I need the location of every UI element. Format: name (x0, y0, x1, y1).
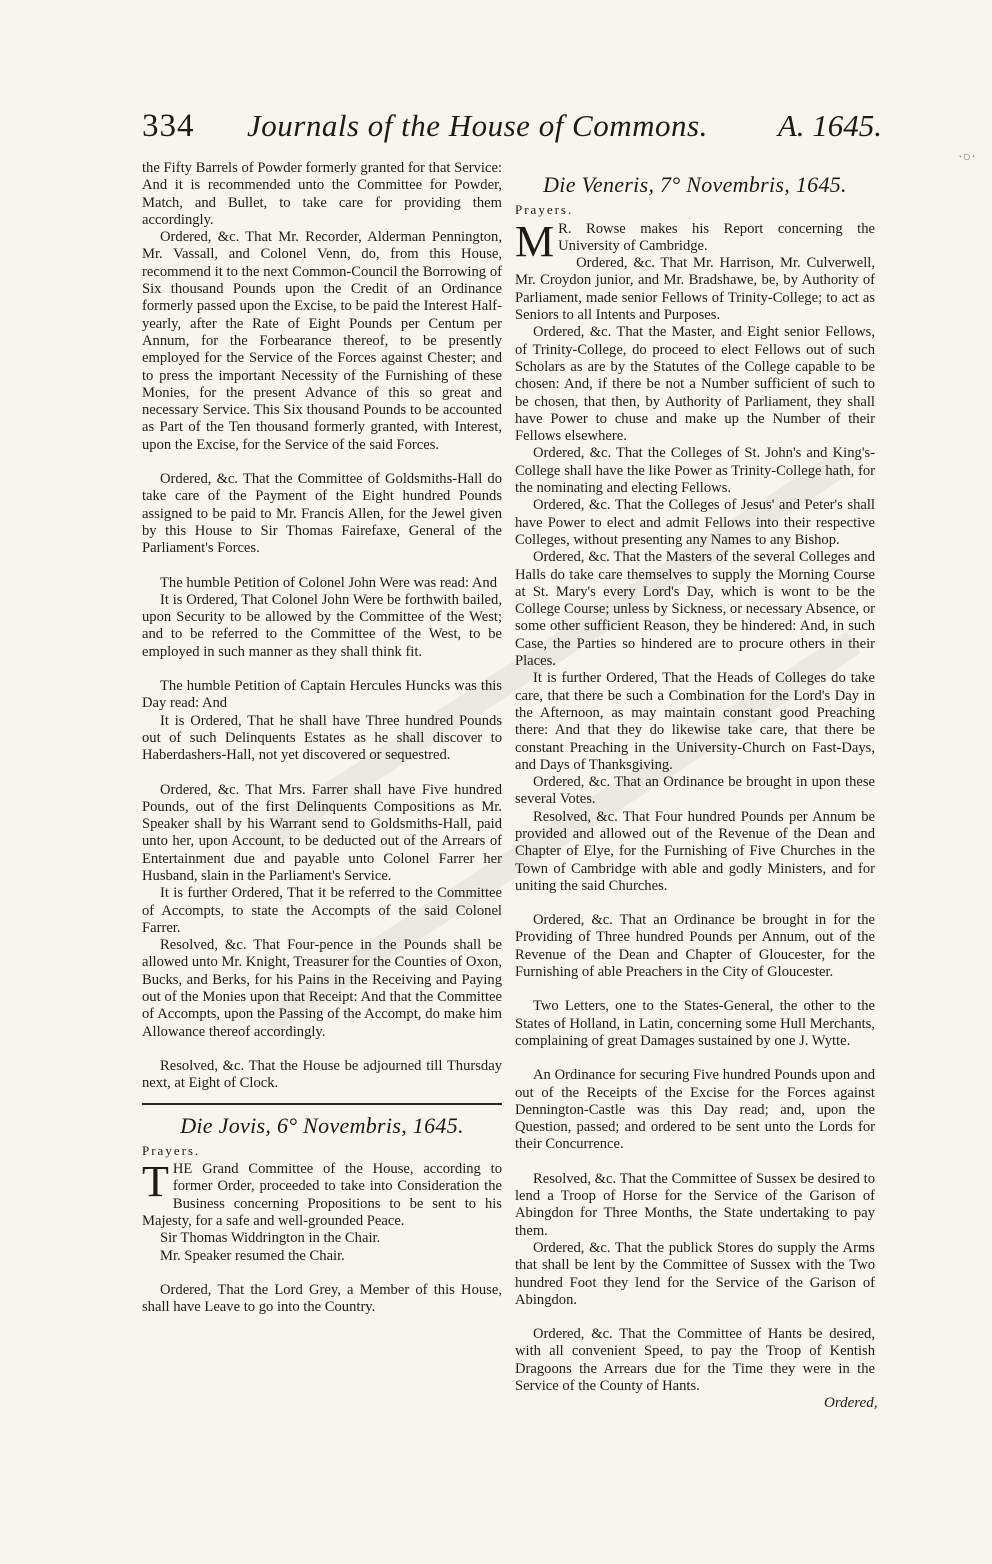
paragraph: It is Ordered, That Colonel John Were be forthwith bailed, upon Security to be allowed by the Committee of the West; and to be referred to the Committee of the West, to be employed in such manner as they shall think fit. (142, 591, 502, 660)
paragraph: Ordered, &c. That the Colleges of St. John's and King's-College shall have the like Power as Trinity-College hath, for the nominating and electing Fellows. (515, 445, 875, 497)
journal-title: Journals of the House of Commons. (247, 108, 708, 143)
left-column (142, 160, 502, 1317)
header-year: A. 1645. (777, 108, 882, 143)
paragraph: Ordered, &c. That Mr. Harrison, Mr. Culverwell, Mr. Croydon junior, and Mr. Bradshawe, be, by Authority of Parliament, made senior Fellows of Trinity-College; to act as Seniors to all Intents and Purposes. (515, 255, 875, 324)
paragraph: Ordered, &c. That the Master, and Eight senior Fellows, of Trinity-College, do proceed to elect Fellows out of such Scholars as are by the Statutes of the College capable to be chosen: And, if there be not a Number sufficient of such to be chosen, that then, by Authority of Parliament, they shall have Power to chuse and make up the Number of their Fellows elsewhere. (515, 324, 875, 445)
paragraph: Ordered, &c. That the Committee of Hants be desired, with all convenient Speed, to pay the Troop of Kentish Dragoons the Arrears due for the Time they were in the Service of the County of Hants. (515, 1326, 875, 1394)
day-heading: Die Veneris, 7° Novembris, 1645. (543, 172, 847, 197)
catchword: Ordered, (824, 1395, 878, 1411)
paragraph: It is further Ordered, That it be referred to the Committee of Accompts, to state the Accompts of the said Colonel Farrer. (142, 885, 502, 936)
paragraph: Ordered, That the Lord Grey, a Member of this House, shall have Leave to go into the Country. (142, 1281, 502, 1316)
paragraph: Sir Thomas Widdrington in the Chair. (160, 1230, 381, 1247)
paragraph: Resolved, &c. That the Committee of Sussex be desired to lend a Troop of Horse for the Service of the Garison of Abingdon for Three Months, the State undertaking to pay them. (515, 1170, 875, 1239)
paragraph: Ordered, &c. That an Ordinance be brought in upon these several Votes. (515, 774, 875, 808)
paragraph: Resolved, &c. That the House be adjourned till Thursday next, at Eight of Clock. (142, 1057, 502, 1092)
page-number: 334 (142, 108, 195, 144)
paragraph: THE Grand Committee of the House, according to former Order, proceeded to take into Consideration the Business concerning Propositions to be sent to his Majesty, for a safe and well-grounded Peace. (142, 1157, 502, 1230)
section-rule (142, 1103, 502, 1105)
paragraph: Ordered, &c. That the publick Stores do supply the Arms that shall be lent by the Committee of Sussex with the Two hundred Foot they lend for the Service of the Garison of Abingdon. (515, 1239, 875, 1308)
paragraph: It is Ordered, That he shall have Three hundred Pounds out of such Delinquents Estates as he shall discover to Haberdashers-Hall, not yet discovered or sequestred. (142, 712, 502, 764)
paragraph: the Fifty Barrels of Powder formerly granted for that Service: And it is recommended unto the Committee for Powder, Match, and Bullet, to take care for providing them accordingly. (142, 160, 502, 228)
paragraph: Two Letters, one to the States-General, the other to the States of Holland, in Latin, concerning some Hull Merchants, complaining of great Damages sustained by one J. Wytte. (515, 998, 875, 1049)
paragraph: Ordered, &c. That the Committee of Goldsmiths-Hall do take care of the Payment of the Eight hundred Pounds assigned to be paid to Mr. Francis Allen, for the Jewel given by this House to Sir Thomas Fairefaxe, General of the Parliament's Forces. (142, 471, 502, 557)
paragraph: The humble Petition of Colonel John Were was read: And (160, 574, 497, 591)
paragraph: Ordered, &c. That Mr. Recorder, Alderman Pennington, Mr. Vassall, and Colonel Venn, do, from this House, recommend it to the next Common-Council the Borrowing of Six thousand Pounds upon the Credit of an Ordinance formerly passed upon the Excise, to be paid the Interest Half-yearly, after the Rate of Eight Pounds per Centum per Annum, for the Forbearance thereof, to be presently employed for the Service of the Forces against Chester; and to press the important Necessity of the Furnishing of these Monies, for the present Advance of this so great and necessary Service. This Six thousand Pounds to be accounted as Part of the Ten thousand formerly granted, with Interest, upon the Excise, for the Service of the said Forces. (142, 229, 502, 453)
right-column (515, 172, 875, 1395)
running-head (142, 104, 882, 152)
prayers-label: Prayers. (515, 202, 574, 218)
prayers-label: Prayers. (142, 1142, 201, 1158)
paragraph: M R. Rowse makes his Report concerning the University of Cambridge. (515, 216, 875, 266)
paragraph: Resolved, &c. That Four hundred Pounds per Annum be provided and allowed out of the Revenue of the Dean and Chapter of Elye, for the Furnishing of Five Churches in the Town of Cambridge with able and godly Ministers, and for uniting the said Churches. (515, 808, 875, 894)
drop-cap: T (142, 1157, 169, 1207)
margin-mark: ·○· (958, 150, 976, 165)
paragraph: Mr. Speaker resumed the Chair. (160, 1247, 345, 1264)
paragraph: The humble Petition of Captain Hercules Huncks was this Day read: And (142, 678, 502, 712)
paragraph: Ordered, &c. That the Masters of the several Colleges and Halls do take care themselves to supply the Morning Course at St. Mary's every Lord's Day, which is wont to be the College Course; unless by Sickness, or necessary Absence, or some other sufficient Reason, they be hindered: And, in such Case, the Parties so hindered are to procure others in their Places. (515, 549, 875, 670)
paragraph: Ordered, &c. That an Ordinance be brought in for the Providing of Three hundred Pounds per Annum, out of the Revenue of the Dean and Chapter of Gloucester, for the Furnishing of able Preachers in the City of Gloucester. (515, 912, 875, 981)
paragraph: Resolved, &c. That Four-pence in the Pounds shall be allowed unto Mr. Knight, Treasurer for the Counties of Oxon, Bucks, and Berks, for his Pains in the Receiving and Paying out of the Monies upon that Receipt: And that the Committee of Accompts, upon the Passing of the Accompt, do make him Allowance thereof accordingly. (142, 937, 502, 1040)
day-heading: Die Jovis, 6° Novembris, 1645. (180, 1112, 464, 1138)
paragraph: An Ordinance for securing Five hundred Pounds upon and out of the Receipts of the Excise for the Forces against Dennington-Castle was this Day read; and, upon the Question, passed; and ordered to be sent unto the Lords for their Concurrence. (515, 1067, 875, 1153)
paragraph: Ordered, &c. That Mrs. Farrer shall have Five hundred Pounds, out of the first Delinquents Compositions as Mr. Speaker shall by his Warrant send to Goldsmiths-Hall, paid unto her, upon Account, to be deducted out of the Arrears of Entertainment due and payable unto Colonel Farrer her Husband, slain in the Parliament's Service. (142, 781, 502, 884)
paragraph: It is further Ordered, That the Heads of Colleges do take care, that there be such a Combination for the Lord's Day in the Afternoon, as may maintain constant good Preaching there: And that they do likewise take care, that there be constant Preaching in the University-Church on Fast-Days, and Days of Thanksgiving. (515, 670, 875, 773)
paragraph: Ordered, &c. That the Colleges of Jesus' and Peter's shall have Power to elect and admit Fellows into their respective Colleges, without presenting any Names to any Bishop. (515, 497, 875, 548)
drop-cap: M (515, 216, 555, 266)
